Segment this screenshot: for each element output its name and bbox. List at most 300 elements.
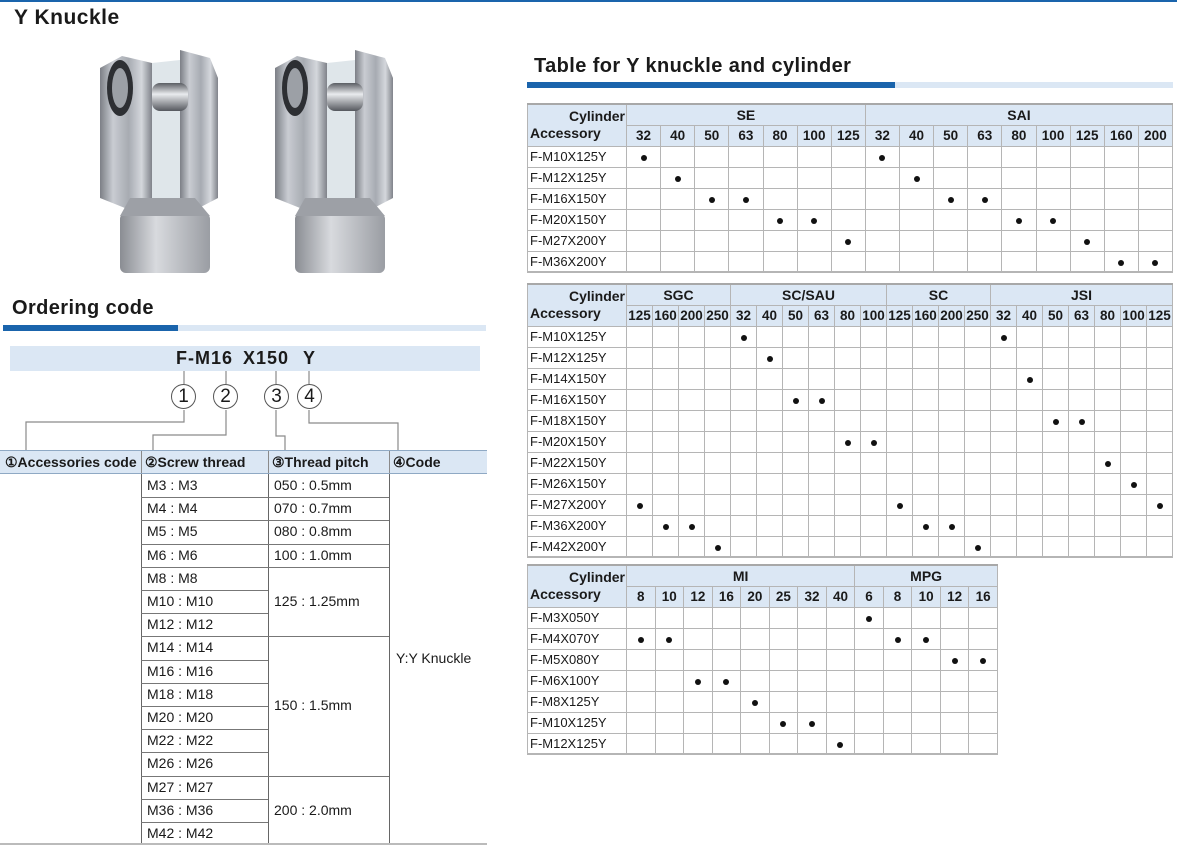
- compat-cell: [1121, 410, 1147, 431]
- table-row: [528, 628, 998, 649]
- compatible-dot-icon: [1131, 482, 1137, 488]
- compat-cell: [1104, 167, 1138, 188]
- bore-size-header: 40: [1017, 305, 1043, 326]
- compat-cell: [965, 452, 991, 473]
- compat-cell: [1002, 209, 1036, 230]
- compat-cell: [655, 628, 684, 649]
- compat-cell: [731, 536, 757, 557]
- compat-cell: [1043, 389, 1069, 410]
- compat-cell: [991, 494, 1017, 515]
- grid-hline: [268, 776, 389, 777]
- compat-cell: [969, 649, 998, 670]
- thread-pitch-cell: 070 : 0.7mm: [274, 500, 352, 517]
- compat-cell: [865, 251, 899, 272]
- compat-cell: [783, 326, 809, 347]
- table-row: [528, 712, 998, 733]
- accessory-model: F-M36X200Y: [528, 515, 627, 536]
- compat-cell: [627, 209, 661, 230]
- compat-cell: [705, 452, 731, 473]
- compat-cell: [991, 431, 1017, 452]
- compat-cell: [1121, 452, 1147, 473]
- corner-cylinder-label: Cylinder: [568, 108, 625, 125]
- compat-cell: [1069, 347, 1095, 368]
- compat-cell: [835, 347, 861, 368]
- compat-cell: [965, 326, 991, 347]
- compat-cell: [1036, 188, 1070, 209]
- compat-cell: [883, 733, 912, 754]
- accessory-model: F-M22X150Y: [528, 452, 627, 473]
- compat-cell: [695, 230, 729, 251]
- compat-cell: [969, 712, 998, 733]
- compat-cell: [1017, 410, 1043, 431]
- compat-cell: [763, 230, 797, 251]
- screw-thread-cell: M27 : M27: [147, 778, 214, 795]
- compat-cell: [1138, 167, 1172, 188]
- compat-cell: [653, 452, 679, 473]
- compat-cell: [695, 251, 729, 272]
- compat-cell: [705, 389, 731, 410]
- bore-size-header: 10: [655, 586, 684, 607]
- compat-cell: [991, 473, 1017, 494]
- compatible-dot-icon: [1105, 461, 1111, 467]
- compat-cell: [679, 326, 705, 347]
- compat-cell: [1147, 368, 1173, 389]
- compat-cell: [1043, 347, 1069, 368]
- compat-cell: [913, 431, 939, 452]
- table-row: [528, 607, 998, 628]
- compat-cell: [783, 536, 809, 557]
- compat-cell: [1147, 410, 1173, 431]
- compatible-dot-icon: [1118, 260, 1124, 266]
- grid-hline: [141, 613, 268, 614]
- compat-cell: [712, 628, 741, 649]
- compat-cell: [991, 368, 1017, 389]
- compat-cell: [939, 452, 965, 473]
- compatible-dot-icon: [641, 155, 647, 161]
- compatible-dot-icon: [1053, 419, 1059, 425]
- table-row: [528, 326, 1173, 347]
- table-row: [528, 188, 1173, 209]
- compat-cell: [679, 347, 705, 368]
- bore-size-header: 32: [798, 586, 827, 607]
- accessory-model: F-M27X200Y: [528, 494, 627, 515]
- compat-cell: [809, 368, 835, 389]
- compat-cell: [731, 452, 757, 473]
- grid-hline: [141, 706, 268, 707]
- compat-cell: [798, 733, 827, 754]
- compatible-dot-icon: [949, 524, 955, 530]
- compat-cell: [939, 431, 965, 452]
- series-header: SAI: [865, 104, 1172, 125]
- compat-cell: [797, 209, 831, 230]
- compat-cell: [653, 536, 679, 557]
- compat-cell: [968, 209, 1002, 230]
- compat-cell: [913, 515, 939, 536]
- compatible-dot-icon: [1050, 218, 1056, 224]
- compat-cell: [684, 691, 713, 712]
- compat-cell: [968, 146, 1002, 167]
- ordering-code-title: Ordering code: [12, 297, 154, 319]
- compat-cell: [913, 326, 939, 347]
- compat-cell: [1095, 326, 1121, 347]
- compat-cell: [887, 515, 913, 536]
- bore-size-header: 50: [1043, 305, 1069, 326]
- compat-cell: [861, 452, 887, 473]
- compat-cell: [741, 712, 770, 733]
- compat-cell: [831, 188, 865, 209]
- compat-cell: [684, 607, 713, 628]
- compat-cell: [627, 536, 653, 557]
- compat-cell: [1069, 473, 1095, 494]
- compat-cell: [655, 649, 684, 670]
- accessory-model: F-M20X150Y: [528, 431, 627, 452]
- compat-cell: [1121, 347, 1147, 368]
- compat-cell: [653, 410, 679, 431]
- compat-cell: [855, 691, 884, 712]
- compat-cell: [1017, 494, 1043, 515]
- compat-cell: [934, 146, 968, 167]
- compat-cell: [912, 733, 941, 754]
- compat-cell: [809, 410, 835, 431]
- compat-cell: [741, 607, 770, 628]
- compat-cell: [1095, 347, 1121, 368]
- compat-cell: [1147, 389, 1173, 410]
- compatible-dot-icon: [809, 721, 815, 727]
- compat-cell: [883, 691, 912, 712]
- bore-size-header: 6: [855, 586, 884, 607]
- compatible-dot-icon: [1001, 335, 1007, 341]
- screw-thread-cell: M14 : M14: [147, 639, 214, 656]
- compat-cell: [861, 410, 887, 431]
- compat-cell: [705, 347, 731, 368]
- compat-cell: [653, 515, 679, 536]
- compat-cell: [1095, 473, 1121, 494]
- bore-size-header: 100: [797, 125, 831, 146]
- grid-hline: [268, 520, 389, 521]
- compat-cell: [835, 368, 861, 389]
- series-header: SC/SAU: [731, 284, 887, 305]
- compatible-dot-icon: [793, 398, 799, 404]
- accessory-model: F-M10X125Y: [528, 146, 627, 167]
- compat-cell: [883, 712, 912, 733]
- compat-cell: [783, 368, 809, 389]
- compat-cell: [757, 473, 783, 494]
- compat-cell: [627, 494, 653, 515]
- compat-cell: [1121, 389, 1147, 410]
- compat-cell: [1147, 347, 1173, 368]
- bore-size-header: 50: [783, 305, 809, 326]
- marker-1: 1: [171, 384, 196, 409]
- compat-cell: [783, 494, 809, 515]
- compat-cell: [809, 515, 835, 536]
- accessory-model: F-M42X200Y: [528, 536, 627, 557]
- table-row: [528, 691, 998, 712]
- compat-cell: [695, 146, 729, 167]
- compat-cell: [939, 326, 965, 347]
- accessory-model: F-M36X200Y: [528, 251, 627, 272]
- compat-cell: [809, 431, 835, 452]
- bore-size-header: 160: [913, 305, 939, 326]
- compat-cell: [913, 452, 939, 473]
- bore-size-header: 63: [1069, 305, 1095, 326]
- compat-cell: [695, 167, 729, 188]
- compat-cell: [900, 251, 934, 272]
- compat-cell: [705, 326, 731, 347]
- compat-cell: [1104, 188, 1138, 209]
- compat-cell: [835, 515, 861, 536]
- screw-thread-cell: M16 : M16: [147, 662, 214, 679]
- compat-cell: [757, 389, 783, 410]
- compat-cell: [783, 473, 809, 494]
- compat-cell: [1138, 209, 1172, 230]
- accessory-model: F-M26X150Y: [528, 473, 627, 494]
- bore-size-header: 8: [627, 586, 656, 607]
- compatible-dot-icon: [879, 155, 885, 161]
- screw-thread-cell: M3 : M3: [147, 477, 198, 493]
- compatible-dot-icon: [975, 545, 981, 551]
- thread-pitch-cell: 100 : 1.0mm: [274, 546, 352, 563]
- compat-cell: [939, 368, 965, 389]
- compat-cell: [965, 431, 991, 452]
- bore-size-header: 80: [763, 125, 797, 146]
- compatible-dot-icon: [637, 503, 643, 509]
- accessory-model: F-M16X150Y: [528, 389, 627, 410]
- accessory-model: F-M16X150Y: [528, 188, 627, 209]
- table-row: [528, 733, 998, 754]
- compat-cell: [1121, 368, 1147, 389]
- compatible-dot-icon: [1016, 218, 1022, 224]
- compat-cell: [741, 628, 770, 649]
- table-row: [528, 146, 1173, 167]
- compatible-dot-icon: [845, 440, 851, 446]
- header-screw-thread: ②Screw thread: [145, 454, 246, 470]
- compatible-dot-icon: [1157, 503, 1163, 509]
- compat-cell: [653, 494, 679, 515]
- compat-cell: [763, 188, 797, 209]
- compat-cell: [1002, 251, 1036, 272]
- bore-size-header: 200: [1138, 125, 1172, 146]
- compat-cell: [712, 733, 741, 754]
- compat-cell: [741, 733, 770, 754]
- compat-cell: [835, 452, 861, 473]
- bore-size-header: 20: [741, 586, 770, 607]
- bore-size-header: 32: [731, 305, 757, 326]
- compat-cell: [809, 452, 835, 473]
- compatible-dot-icon: [777, 218, 783, 224]
- compat-cell: [861, 473, 887, 494]
- compat-cell: [991, 515, 1017, 536]
- compat-cell: [1070, 167, 1104, 188]
- compat-cell: [627, 368, 653, 389]
- grid-hline: [141, 822, 268, 823]
- compat-cell: [855, 628, 884, 649]
- compat-cell: [861, 494, 887, 515]
- compat-cell: [1069, 431, 1095, 452]
- compat-cell: [679, 368, 705, 389]
- compat-cell: [826, 649, 855, 670]
- thread-pitch-cell: 050 : 0.5mm: [274, 477, 352, 493]
- grid-hline: [268, 544, 389, 545]
- compat-cell: [826, 607, 855, 628]
- compat-cell: [797, 251, 831, 272]
- compat-cell: [965, 515, 991, 536]
- compatible-dot-icon: [715, 545, 721, 551]
- screw-thread-cell: M20 : M20: [147, 709, 214, 725]
- compat-cell: [968, 230, 1002, 251]
- compat-cell: [887, 389, 913, 410]
- compat-cell: [969, 733, 998, 754]
- series-header: MPG: [855, 565, 998, 586]
- marker-4: 4: [297, 384, 322, 409]
- compatible-dot-icon: [723, 679, 729, 685]
- compat-cell: [940, 607, 969, 628]
- compatible-dot-icon: [811, 218, 817, 224]
- bore-size-header: 160: [1104, 125, 1138, 146]
- compat-cell: [684, 712, 713, 733]
- bore-size-header: 125: [831, 125, 865, 146]
- compat-cell: [865, 230, 899, 251]
- compat-cell: [900, 188, 934, 209]
- compat-cell: [797, 230, 831, 251]
- compat-cell: [1104, 146, 1138, 167]
- bore-size-header: 80: [1002, 125, 1036, 146]
- screw-thread-cell: M5 : M5: [147, 523, 198, 540]
- compatible-dot-icon: [1084, 239, 1090, 245]
- grid-hline: [141, 729, 268, 730]
- accessory-model: F-M18X150Y: [528, 410, 627, 431]
- compat-cell: [712, 712, 741, 733]
- grid-hline: [141, 636, 268, 637]
- compat-cell: [1017, 515, 1043, 536]
- compat-cell: [826, 733, 855, 754]
- bore-size-header: 125: [1147, 305, 1173, 326]
- compat-cell: [809, 389, 835, 410]
- compat-cell: [757, 326, 783, 347]
- compat-cell: [763, 251, 797, 272]
- ordering-header-row: [0, 450, 487, 474]
- grid-hline: [141, 590, 268, 591]
- accessory-model: F-M5X080Y: [528, 649, 627, 670]
- compat-cell: [797, 188, 831, 209]
- grid-hline: [268, 497, 389, 498]
- bore-size-header: 80: [835, 305, 861, 326]
- compat-cell: [939, 410, 965, 431]
- compat-cell: [939, 473, 965, 494]
- compat-cell: [729, 188, 763, 209]
- bore-size-header: 40: [757, 305, 783, 326]
- compat-cell: [757, 431, 783, 452]
- compat-cell: [655, 712, 684, 733]
- compatible-dot-icon: [952, 658, 958, 664]
- compat-cell: [627, 251, 661, 272]
- compat-cell: [684, 649, 713, 670]
- grid-hline: [141, 544, 268, 545]
- compat-cell: [969, 607, 998, 628]
- compat-cell: [939, 494, 965, 515]
- compat-cell: [1095, 452, 1121, 473]
- compat-cell: [627, 410, 653, 431]
- compat-cell: [783, 515, 809, 536]
- compatible-dot-icon: [689, 524, 695, 530]
- compat-cell: [912, 670, 941, 691]
- table-row: [528, 494, 1173, 515]
- compat-cell: [991, 326, 1017, 347]
- compat-cell: [1043, 494, 1069, 515]
- compat-cell: [1017, 452, 1043, 473]
- compat-cell: [679, 431, 705, 452]
- compat-cell: [684, 670, 713, 691]
- compat-cell: [1121, 431, 1147, 452]
- compat-cell: [934, 251, 968, 272]
- compat-cell: [731, 347, 757, 368]
- compat-cell: [798, 628, 827, 649]
- code-part-pitch: X150: [243, 348, 290, 368]
- compat-cell: [883, 607, 912, 628]
- compat-cell: [968, 188, 1002, 209]
- compat-cell: [826, 691, 855, 712]
- compat-cell: [1017, 368, 1043, 389]
- compatible-dot-icon: [845, 239, 851, 245]
- corner-accessory-label: Accessory: [530, 125, 601, 142]
- compat-cell: [940, 670, 969, 691]
- compat-cell: [865, 188, 899, 209]
- compat-cell: [783, 389, 809, 410]
- compat-cell: [1070, 251, 1104, 272]
- compat-cell: [712, 670, 741, 691]
- accessory-model: F-M20X150Y: [528, 209, 627, 230]
- compat-cell: [627, 670, 656, 691]
- compat-cell: [729, 146, 763, 167]
- compat-cell: [661, 209, 695, 230]
- compat-cell: [887, 536, 913, 557]
- compat-cell: [729, 230, 763, 251]
- compat-cell: [883, 670, 912, 691]
- compat-cell: [861, 347, 887, 368]
- compat-cell: [627, 712, 656, 733]
- compat-cell: [855, 607, 884, 628]
- compat-cell: [1043, 431, 1069, 452]
- compat-cell: [627, 515, 653, 536]
- compat-cell: [1043, 326, 1069, 347]
- table-row: [528, 368, 1173, 389]
- compat-cell: [835, 431, 861, 452]
- compat-cell: [705, 431, 731, 452]
- bore-size-header: 40: [900, 125, 934, 146]
- compat-cell: [861, 536, 887, 557]
- compat-cell: [757, 410, 783, 431]
- code-part-accessory: F-M16: [176, 348, 234, 368]
- compat-cell: [939, 347, 965, 368]
- compat-cell: [1147, 326, 1173, 347]
- corner-cylinder-label: Cylinder: [568, 288, 625, 305]
- compat-cell: [912, 712, 941, 733]
- grid-hline: [141, 660, 268, 661]
- compat-cell: [655, 691, 684, 712]
- compat-cell: [1017, 326, 1043, 347]
- compat-cell: [912, 691, 941, 712]
- compat-cell: [1095, 368, 1121, 389]
- compat-cell: [940, 628, 969, 649]
- compat-cell: [965, 473, 991, 494]
- compat-cell: [1069, 389, 1095, 410]
- compat-cell: [1069, 410, 1095, 431]
- compat-cell: [1095, 431, 1121, 452]
- bore-size-header: 100: [1121, 305, 1147, 326]
- table-row: [528, 670, 998, 691]
- table-row: [528, 473, 1173, 494]
- compat-cell: [1043, 452, 1069, 473]
- compat-cell: [731, 389, 757, 410]
